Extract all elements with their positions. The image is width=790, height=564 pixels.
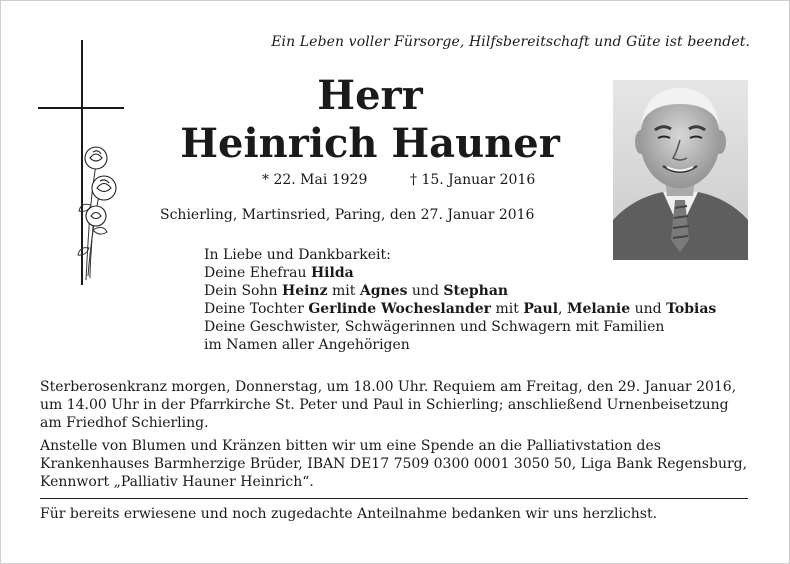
son-and: und bbox=[407, 283, 444, 299]
portrait-photo bbox=[613, 80, 748, 260]
death-date: † 15. Januar 2016 bbox=[410, 172, 536, 188]
daughter-name: Gerlinde Wocheslander bbox=[308, 301, 492, 317]
daughter-and: und bbox=[630, 301, 667, 317]
grandson-name: Stephan bbox=[443, 283, 509, 299]
mourners-siblings-line: Deine Geschwister, Schwägerinnen und Schwagern mit Familien bbox=[204, 319, 665, 335]
motto-text: Ein Leben voller Fürsorge, Hilfsbereitschaft und Güte ist beendet. bbox=[271, 34, 750, 50]
birth-date: * 22. Mai 1929 bbox=[262, 172, 368, 188]
son-name: Heinz bbox=[281, 283, 328, 299]
deceased-name-heading: Heinrich Hauner bbox=[180, 120, 560, 167]
mourners-son-line bbox=[204, 282, 716, 300]
mourners-relatives-line: im Namen aller Angehörigen bbox=[204, 337, 410, 353]
wife-prefix: Deine Ehefrau bbox=[204, 265, 311, 281]
rosary-requiem-paragraph: Sterberosenkranz morgen, Donnerstag, um 18.00 Uhr. Requiem am Freitag, den 29. Januar 2016, um 14.00 Uhr in der Pfarrkirche St. Peter und Paul in Schierling; anschließend Urnenbeisetzung am Friedhof Schierling. bbox=[40, 379, 737, 431]
separator: , bbox=[558, 301, 567, 317]
son-with: mit bbox=[327, 283, 360, 299]
son-prefix: Dein Sohn bbox=[204, 283, 282, 299]
daughter-with: mit bbox=[491, 301, 524, 317]
mourners-intro: In Liebe und Dankbarkeit: bbox=[204, 247, 391, 263]
grandchild-name: Melanie bbox=[566, 301, 631, 317]
mourners-daughter-line bbox=[204, 300, 716, 318]
place-and-date: Schierling, Martinsried, Paring, den 27. Januar 2016 bbox=[160, 207, 535, 223]
donation-paragraph: Anstelle von Blumen und Kränzen bitten wir um eine Spende an die Palliativstation des Krankenhauses Barmherzige Brüder, IBAN DE17 7509 0300 0001 3050 50, Liga Bank Regensburg, Kennwort „Palliativ Hauner Heinrich“. bbox=[40, 438, 748, 490]
son-partner-name: Agnes bbox=[359, 283, 408, 299]
salutation-heading: Herr bbox=[317, 72, 423, 119]
grandchild-name: Tobias bbox=[666, 301, 717, 317]
daughter-prefix: Deine Tochter bbox=[204, 301, 309, 317]
divider-line bbox=[40, 498, 748, 499]
mourners-wife-line bbox=[204, 264, 716, 282]
cross-with-roses-icon bbox=[38, 40, 133, 285]
mourners-list bbox=[204, 246, 716, 354]
grandchild-name: Paul bbox=[523, 301, 559, 317]
wife-name: Hilda bbox=[310, 265, 354, 281]
thanks-text: Für bereits erwiesene und noch zugedachte Anteilnahme bedanken wir uns herzlichst. bbox=[40, 506, 658, 522]
